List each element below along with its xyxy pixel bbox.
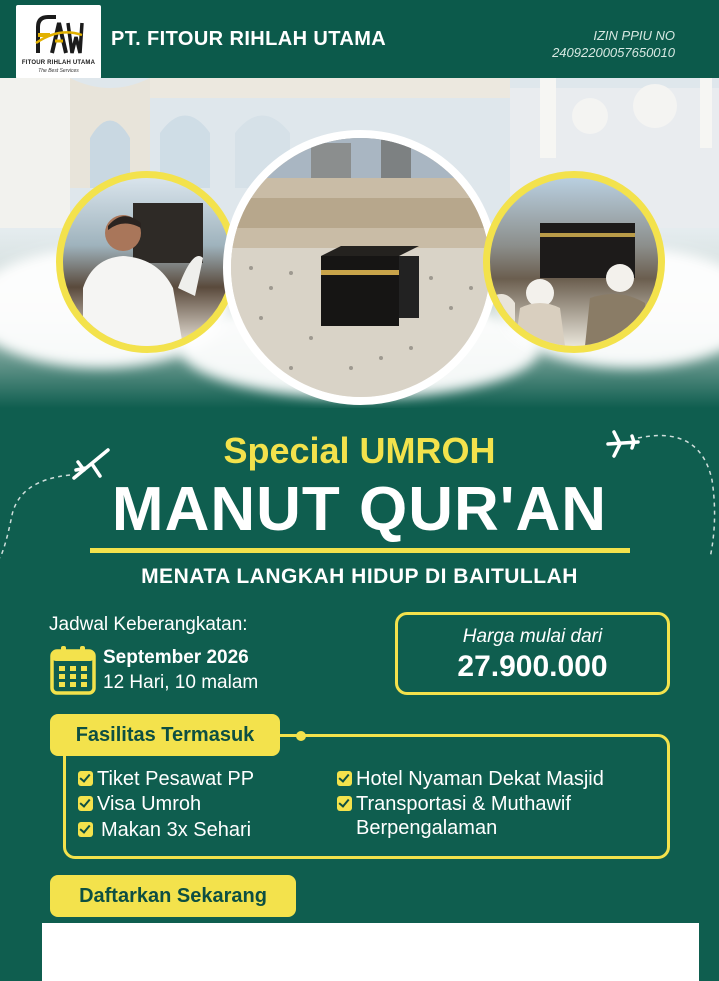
kaaba-photo xyxy=(223,130,498,405)
facility-label: Tiket Pesawat PP xyxy=(97,768,255,790)
hero-banner xyxy=(0,78,719,408)
facility-item xyxy=(337,767,604,791)
departure-date: September 2026 xyxy=(103,647,249,668)
logo-text: FITOUR RIHLAH UTAMA xyxy=(21,60,96,66)
logo-emblem-icon xyxy=(34,13,84,57)
facilities-connector-dot xyxy=(296,731,306,741)
check-icon xyxy=(78,796,93,811)
special-umroh-heading: Special UMROH xyxy=(223,430,496,471)
ppiu-label: IZIN PPIU NO xyxy=(593,28,675,43)
price-value: 27.900.000 xyxy=(457,650,608,683)
facility-item xyxy=(78,767,254,791)
price-label: Harga mulai dari xyxy=(462,626,603,647)
ppiu-number: 24092200057650010 xyxy=(552,45,675,60)
package-title: MANUT QUR'AN xyxy=(111,475,608,544)
package-subtitle: MENATA LANGKAH HIDUP DI BAITULLAH xyxy=(141,565,578,588)
check-icon xyxy=(337,771,352,786)
ppiu-license xyxy=(552,27,675,61)
facilities-heading: Fasilitas Termasuk xyxy=(50,714,280,756)
facility-item xyxy=(78,818,251,842)
facility-label: Transportasi & Muthawif Berpengalaman xyxy=(356,793,571,839)
trip-duration: 12 Hari, 10 malam xyxy=(103,672,259,693)
pilgrims-crowd-photo xyxy=(483,171,665,353)
check-icon xyxy=(337,796,352,811)
bottom-white-panel xyxy=(42,923,699,981)
check-icon xyxy=(78,771,93,786)
pilgrim-praying-photo xyxy=(56,171,238,353)
facility-item xyxy=(78,792,201,816)
facility-label: Hotel Nyaman Dekat Masjid xyxy=(356,768,604,790)
price-box xyxy=(395,612,670,695)
calendar-icon xyxy=(50,645,96,695)
logo-tagline: The Best Services xyxy=(38,68,79,74)
facility-label: Makan 3x Sehari xyxy=(101,819,252,841)
company-name: PT. FITOUR RIHLAH UTAMA xyxy=(111,28,387,50)
facility-label: Visa Umroh xyxy=(97,793,202,815)
schedule-label: Jadwal Keberangkatan: xyxy=(49,614,248,635)
register-now-button[interactable]: Daftarkan Sekarang xyxy=(50,875,296,917)
header xyxy=(0,0,719,78)
title-divider xyxy=(90,548,630,553)
check-icon xyxy=(78,822,93,837)
facility-item xyxy=(337,792,637,840)
company-logo xyxy=(16,5,101,79)
